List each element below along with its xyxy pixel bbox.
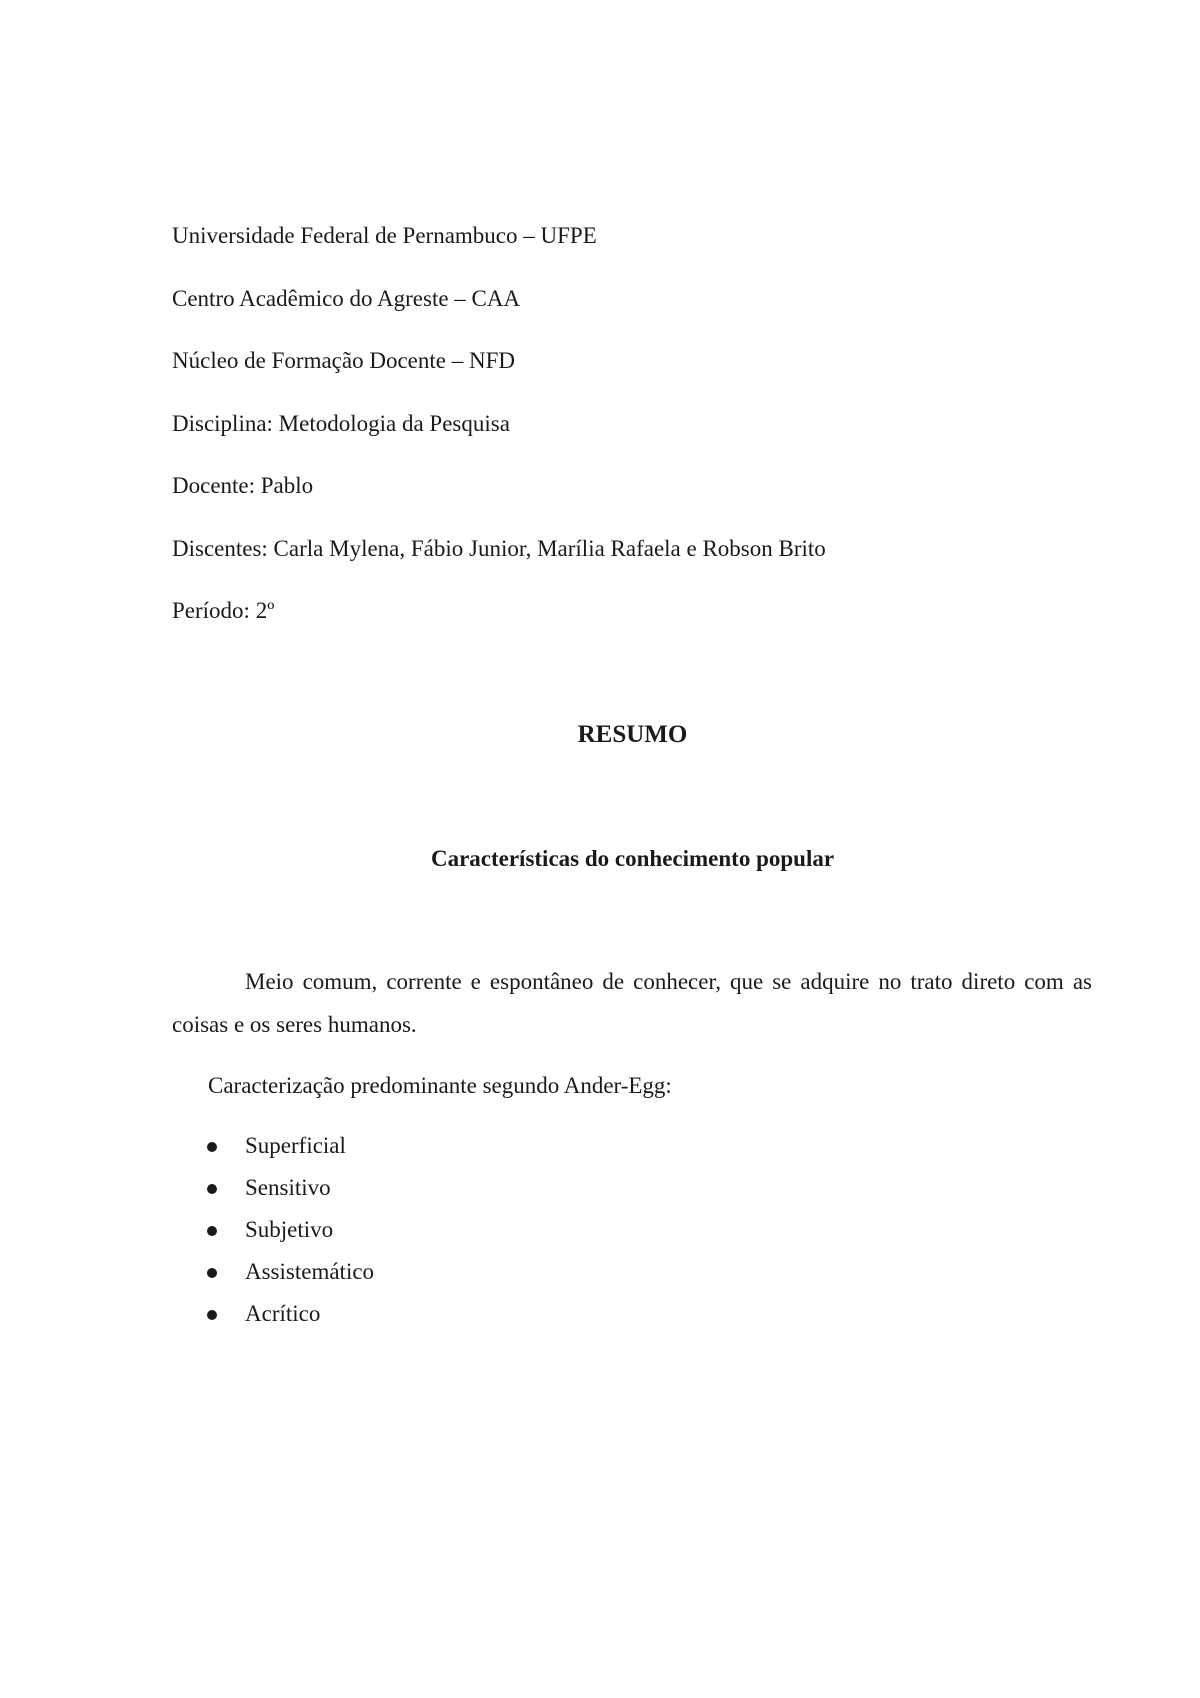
document-subtitle: Características do conhecimento popular [430, 846, 835, 871]
header-university: Universidade Federal de Pernambuco – UFPE [172, 223, 597, 248]
bullet-icon [207, 1268, 217, 1278]
bullet-icon [207, 1142, 217, 1152]
list-item-text: Acrítico [245, 1301, 321, 1326]
document-title: RESUMO [577, 721, 688, 748]
list-item-text: Assistemático [245, 1259, 375, 1284]
header-period: Período: 2º [172, 598, 275, 623]
header-discipline: Disciplina: Metodologia da Pesquisa [172, 411, 510, 436]
list-item-text: Sensitivo [245, 1175, 331, 1200]
bullet-icon [207, 1184, 217, 1194]
header-nucleus: Núcleo de Formação Docente – NFD [172, 348, 515, 373]
bullet-icon [207, 1226, 217, 1236]
list-item-text: Subjetivo [245, 1217, 334, 1242]
list-item-text: Superficial [245, 1133, 346, 1158]
list-intro: Caracterização predominante segundo Ander-Egg: [208, 1073, 672, 1098]
header-students: Discentes: Carla Mylena, Fábio Junior, Marília Rafaela e Robson Brito [172, 536, 826, 561]
header-teacher: Docente: Pablo [172, 473, 314, 498]
bullet-icon [207, 1310, 217, 1320]
header-center: Centro Acadêmico do Agreste – CAA [172, 286, 521, 311]
body-paragraph: Meio comum, corrente e espontâneo de conhecer, que se adquire no trato direto com as coisas e os seres humanos. [172, 969, 1092, 1037]
